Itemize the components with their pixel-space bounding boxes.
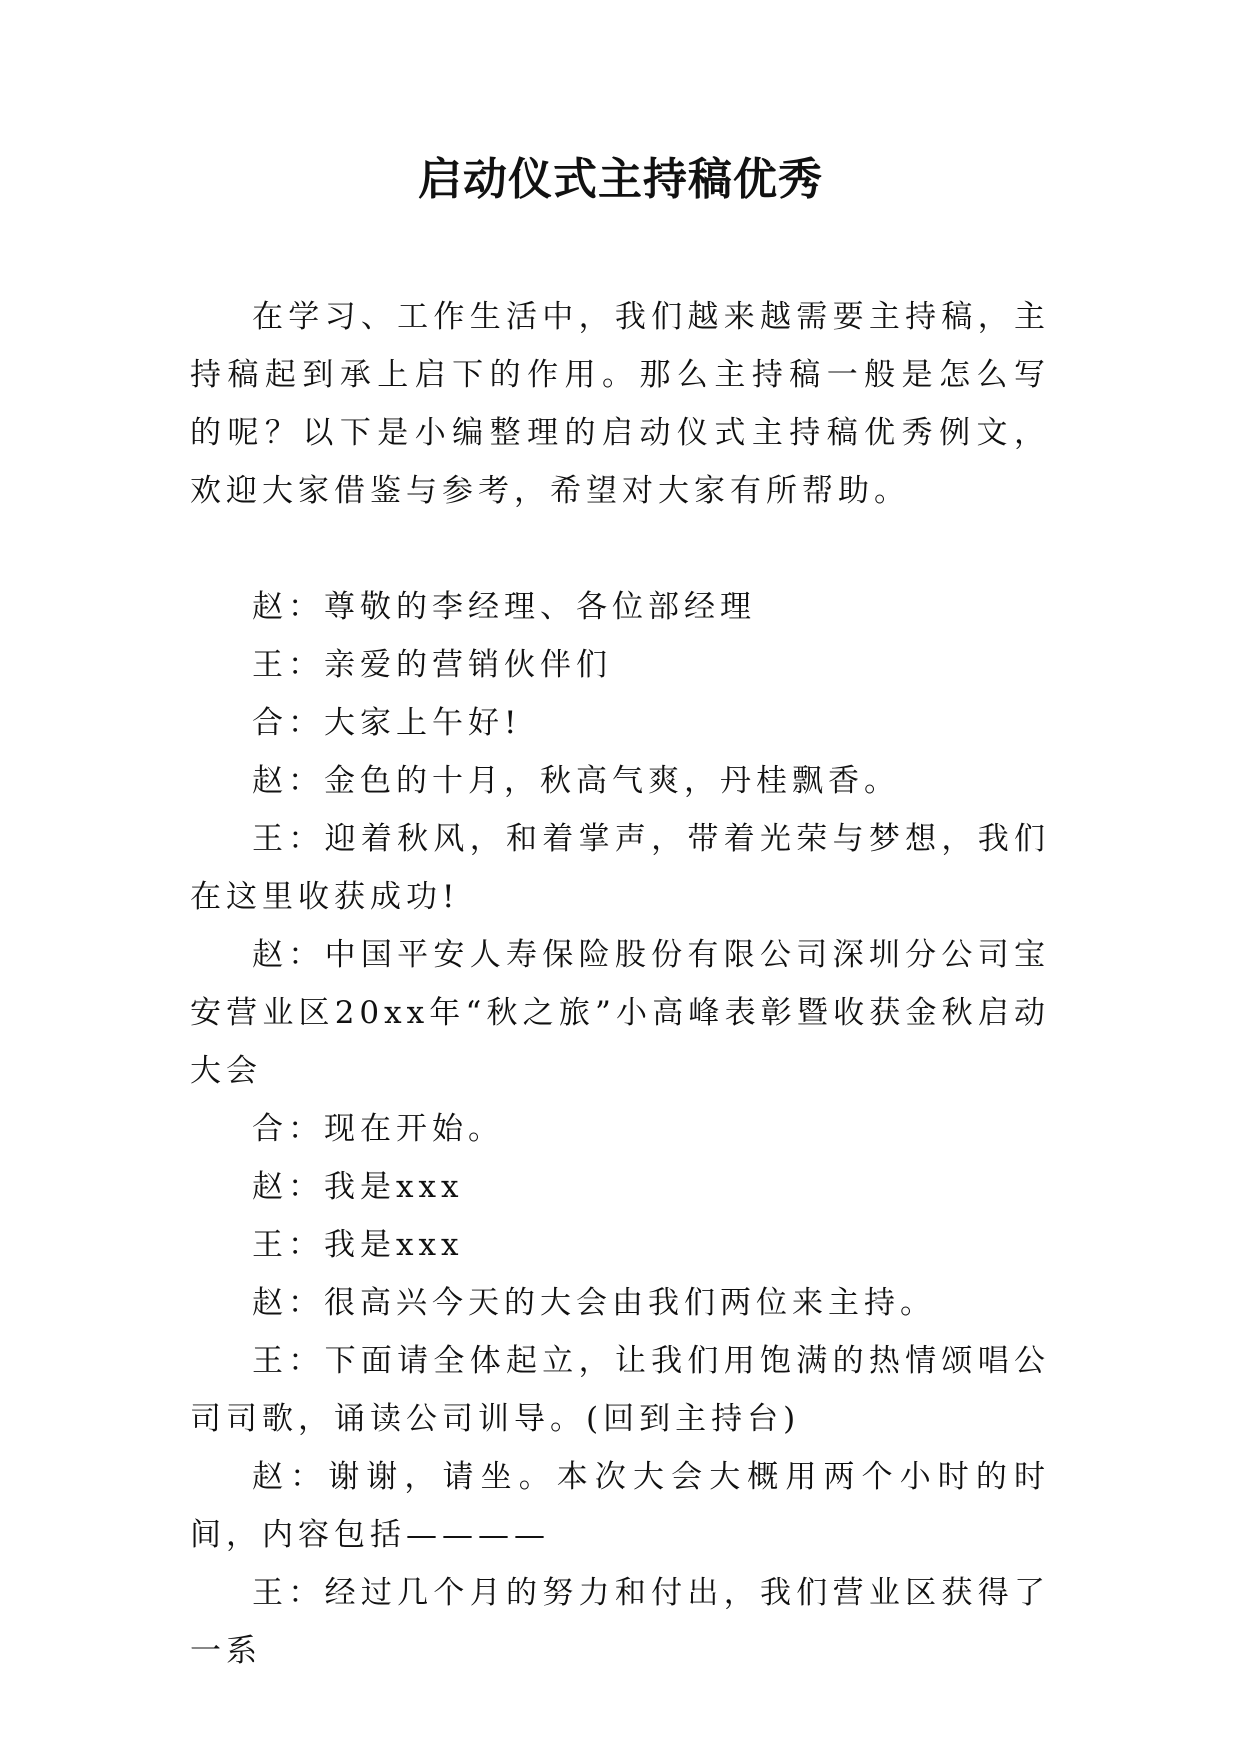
intro-paragraph: 在学习、工作生活中，我们越来越需要主持稿，主持稿起到承上启下的作用。那么主持稿一般是怎么写的呢？以下是小编整理的启动仪式主持稿优秀例文，欢迎大家借鉴与参考，希望对大家有所帮助。 bbox=[190, 299, 1050, 509]
script-line: 合：现在开始。 bbox=[252, 1111, 504, 1147]
script-line: 王：下面请全体起立，让我们用饱满的热情颂唱公司司歌，诵读公司训导。(回到主持台) bbox=[190, 1343, 1050, 1437]
script-line: 赵：谢谢，请坐。本次大会大概用两个小时的时间，内容包括———— bbox=[190, 1459, 1050, 1553]
script-line: 王：经过几个月的努力和付出，我们营业区获得了一系 bbox=[190, 1575, 1050, 1669]
document-body bbox=[190, 288, 1050, 1680]
script-line: 赵：很高兴今天的大会由我们两位来主持。 bbox=[252, 1285, 936, 1321]
script-line: 王：迎着秋风，和着掌声，带着光荣与梦想，我们在这里收获成功! bbox=[190, 821, 1050, 915]
script-line: 赵：中国平安人寿保险股份有限公司深圳分公司宝安营业区20xx年“秋之旅”小高峰表彰暨收获金秋启动大会 bbox=[190, 937, 1050, 1089]
script-line: 王：我是xxx bbox=[252, 1227, 464, 1263]
script-line: 王：亲爱的营销伙伴们 bbox=[252, 647, 612, 683]
document-title: 启动仪式主持稿优秀 bbox=[418, 154, 823, 205]
script-line: 合：大家上午好! bbox=[252, 705, 522, 741]
script-line: 赵：我是xxx bbox=[252, 1169, 464, 1205]
script-line: 赵：金色的十月，秋高气爽，丹桂飘香。 bbox=[252, 763, 900, 799]
script-line: 赵：尊敬的李经理、各位部经理 bbox=[252, 589, 756, 625]
